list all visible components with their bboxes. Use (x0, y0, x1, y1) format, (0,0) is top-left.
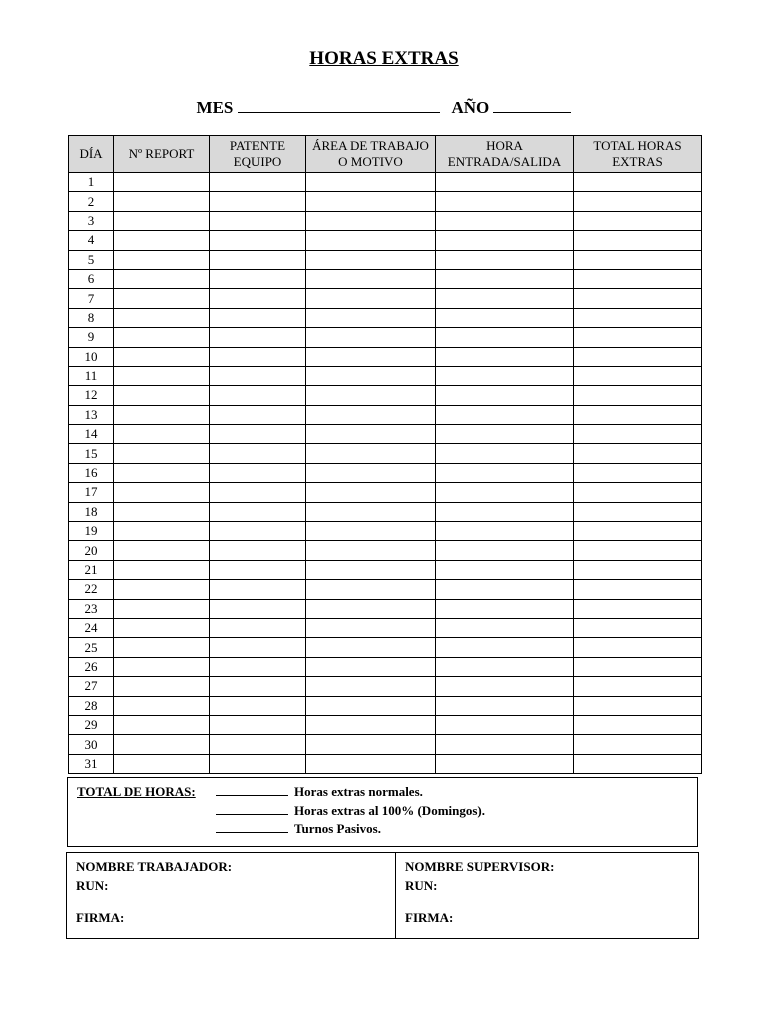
day-cell: 6 (69, 269, 114, 288)
header-total: TOTAL HORAS EXTRAS (574, 136, 702, 173)
table-row (69, 192, 702, 211)
area-cell[interactable] (306, 599, 436, 618)
day-cell: 3 (69, 211, 114, 230)
report-cell[interactable] (114, 657, 210, 676)
hora-cell[interactable] (436, 405, 574, 424)
patente-cell[interactable] (210, 425, 306, 444)
report-cell[interactable] (114, 444, 210, 463)
hora-cell[interactable] (436, 192, 574, 211)
area-cell[interactable] (306, 580, 436, 599)
patente-cell[interactable] (210, 677, 306, 696)
total-cell[interactable] (574, 541, 702, 560)
table-row (69, 696, 702, 715)
totals-line-100 (216, 803, 485, 819)
day-cell: 9 (69, 328, 114, 347)
report-cell[interactable] (114, 328, 210, 347)
day-cell: 8 (69, 308, 114, 327)
total-cell[interactable] (574, 366, 702, 385)
total-cell[interactable] (574, 483, 702, 502)
ano-blank[interactable] (493, 111, 571, 113)
patente-cell[interactable] (210, 289, 306, 308)
hora-cell[interactable] (436, 735, 574, 754)
report-cell[interactable] (114, 231, 210, 250)
area-cell[interactable] (306, 173, 436, 192)
patente-cell[interactable] (210, 192, 306, 211)
totals-line-label: Turnos Pasivos. (294, 821, 381, 836)
table-row (69, 677, 702, 696)
patente-cell[interactable] (210, 735, 306, 754)
report-cell[interactable] (114, 289, 210, 308)
table-row (69, 211, 702, 230)
total-cell[interactable] (574, 735, 702, 754)
patente-cell[interactable] (210, 754, 306, 773)
area-cell[interactable] (306, 463, 436, 482)
table-row (69, 231, 702, 250)
day-cell: 12 (69, 386, 114, 405)
day-cell: 25 (69, 638, 114, 657)
table-header-row (69, 136, 702, 173)
day-cell: 27 (69, 677, 114, 696)
report-cell[interactable] (114, 386, 210, 405)
report-cell[interactable] (114, 502, 210, 521)
table-row (69, 250, 702, 269)
report-cell[interactable] (114, 250, 210, 269)
hora-cell[interactable] (436, 715, 574, 734)
worker-run-label: RUN: (76, 878, 109, 893)
area-cell[interactable] (306, 425, 436, 444)
report-cell[interactable] (114, 715, 210, 734)
patente-cell[interactable] (210, 328, 306, 347)
table-row (69, 173, 702, 192)
hora-cell[interactable] (436, 599, 574, 618)
day-cell: 28 (69, 696, 114, 715)
day-cell: 19 (69, 522, 114, 541)
supervisor-run-label: RUN: (405, 878, 438, 893)
total-cell[interactable] (574, 289, 702, 308)
patente-cell[interactable] (210, 269, 306, 288)
area-cell[interactable] (306, 522, 436, 541)
header-report: Nº REPORT (114, 136, 210, 173)
header-patente: PATENTE EQUIPO (210, 136, 306, 173)
area-cell[interactable] (306, 677, 436, 696)
day-cell: 31 (69, 754, 114, 773)
report-cell[interactable] (114, 677, 210, 696)
patente-cell[interactable] (210, 522, 306, 541)
table-row (69, 502, 702, 521)
patente-cell[interactable] (210, 483, 306, 502)
hora-cell[interactable] (436, 386, 574, 405)
day-cell: 7 (69, 289, 114, 308)
day-cell: 18 (69, 502, 114, 521)
area-cell[interactable] (306, 405, 436, 424)
patente-cell[interactable] (210, 560, 306, 579)
patente-cell[interactable] (210, 211, 306, 230)
report-cell[interactable] (114, 405, 210, 424)
signature-divider (395, 853, 396, 938)
table-row (69, 560, 702, 579)
area-cell[interactable] (306, 618, 436, 637)
totals-line-normal (216, 784, 423, 800)
total-cell[interactable] (574, 657, 702, 676)
patente-cell[interactable] (210, 715, 306, 734)
mes-ano-line (0, 98, 768, 118)
hora-cell[interactable] (436, 463, 574, 482)
total-cell[interactable] (574, 444, 702, 463)
table-row (69, 580, 702, 599)
hora-cell[interactable] (436, 696, 574, 715)
worker-name-label: NOMBRE TRABAJADOR: (76, 859, 233, 874)
patente-cell[interactable] (210, 366, 306, 385)
patente-cell[interactable] (210, 696, 306, 715)
patente-cell[interactable] (210, 638, 306, 657)
totals-label: TOTAL DE HORAS: (77, 784, 196, 799)
area-cell[interactable] (306, 211, 436, 230)
area-cell[interactable] (306, 308, 436, 327)
report-cell[interactable] (114, 580, 210, 599)
day-cell: 11 (69, 366, 114, 385)
day-cell: 23 (69, 599, 114, 618)
total-cell[interactable] (574, 580, 702, 599)
table-row (69, 754, 702, 773)
table-row (69, 522, 702, 541)
report-cell[interactable] (114, 425, 210, 444)
hora-cell[interactable] (436, 541, 574, 560)
hora-cell[interactable] (436, 347, 574, 366)
table-row (69, 735, 702, 754)
patente-cell[interactable] (210, 502, 306, 521)
area-cell[interactable] (306, 366, 436, 385)
report-cell[interactable] (114, 192, 210, 211)
patente-cell[interactable] (210, 173, 306, 192)
total-cell[interactable] (574, 715, 702, 734)
hora-cell[interactable] (436, 560, 574, 579)
hora-cell[interactable] (436, 502, 574, 521)
total-cell[interactable] (574, 463, 702, 482)
hora-cell[interactable] (436, 618, 574, 637)
total-cell[interactable] (574, 638, 702, 657)
day-cell: 30 (69, 735, 114, 754)
blank-field[interactable] (216, 785, 288, 796)
day-cell: 24 (69, 618, 114, 637)
header-area: ÁREA DE TRABAJO O MOTIVO (306, 136, 436, 173)
report-cell[interactable] (114, 754, 210, 773)
patente-cell[interactable] (210, 541, 306, 560)
hora-cell[interactable] (436, 269, 574, 288)
hora-cell[interactable] (436, 657, 574, 676)
patente-cell[interactable] (210, 580, 306, 599)
table-row (69, 657, 702, 676)
day-cell: 14 (69, 425, 114, 444)
hora-cell[interactable] (436, 444, 574, 463)
hora-cell[interactable] (436, 308, 574, 327)
day-cell: 16 (69, 463, 114, 482)
day-cell: 2 (69, 192, 114, 211)
total-cell[interactable] (574, 250, 702, 269)
table-row (69, 463, 702, 482)
total-cell[interactable] (574, 522, 702, 541)
patente-cell[interactable] (210, 308, 306, 327)
area-cell[interactable] (306, 347, 436, 366)
day-cell: 15 (69, 444, 114, 463)
total-cell[interactable] (574, 502, 702, 521)
hora-cell[interactable] (436, 211, 574, 230)
table-row (69, 715, 702, 734)
hora-cell[interactable] (436, 483, 574, 502)
overtime-table (68, 135, 702, 774)
report-cell[interactable] (114, 269, 210, 288)
day-cell: 17 (69, 483, 114, 502)
patente-cell[interactable] (210, 657, 306, 676)
supervisor-name-label: NOMBRE SUPERVISOR: (405, 859, 555, 874)
totals-line-label: Horas extras al 100% (Domingos). (294, 803, 486, 818)
area-cell[interactable] (306, 754, 436, 773)
hora-cell[interactable] (436, 328, 574, 347)
table-row (69, 541, 702, 560)
table-row (69, 405, 702, 424)
patente-cell[interactable] (210, 250, 306, 269)
total-cell[interactable] (574, 173, 702, 192)
table-row (69, 444, 702, 463)
report-cell[interactable] (114, 463, 210, 482)
hora-cell[interactable] (436, 425, 574, 444)
total-cell[interactable] (574, 754, 702, 773)
day-cell: 13 (69, 405, 114, 424)
report-cell[interactable] (114, 560, 210, 579)
patente-cell[interactable] (210, 347, 306, 366)
total-cell[interactable] (574, 231, 702, 250)
area-cell[interactable] (306, 638, 436, 657)
patente-cell[interactable] (210, 618, 306, 637)
area-cell[interactable] (306, 444, 436, 463)
area-cell[interactable] (306, 657, 436, 676)
total-cell[interactable] (574, 677, 702, 696)
hora-cell[interactable] (436, 366, 574, 385)
hora-cell[interactable] (436, 173, 574, 192)
hora-cell[interactable] (436, 580, 574, 599)
total-cell[interactable] (574, 696, 702, 715)
patente-cell[interactable] (210, 599, 306, 618)
table-row (69, 328, 702, 347)
day-cell: 21 (69, 560, 114, 579)
total-cell[interactable] (574, 560, 702, 579)
day-cell: 22 (69, 580, 114, 599)
patente-cell[interactable] (210, 386, 306, 405)
day-cell: 29 (69, 715, 114, 734)
total-cell[interactable] (574, 347, 702, 366)
ano-label: AÑO (451, 98, 490, 117)
patente-cell[interactable] (210, 444, 306, 463)
area-cell[interactable] (306, 231, 436, 250)
day-cell: 20 (69, 541, 114, 560)
patente-cell[interactable] (210, 231, 306, 250)
table-row (69, 308, 702, 327)
total-cell[interactable] (574, 211, 702, 230)
area-cell[interactable] (306, 696, 436, 715)
table-row (69, 386, 702, 405)
area-cell[interactable] (306, 328, 436, 347)
area-cell[interactable] (306, 250, 436, 269)
report-cell[interactable] (114, 696, 210, 715)
area-cell[interactable] (306, 735, 436, 754)
hora-cell[interactable] (436, 231, 574, 250)
table-row (69, 483, 702, 502)
area-cell[interactable] (306, 386, 436, 405)
report-cell[interactable] (114, 347, 210, 366)
total-cell[interactable] (574, 386, 702, 405)
table-row (69, 638, 702, 657)
area-cell[interactable] (306, 560, 436, 579)
hora-cell[interactable] (436, 289, 574, 308)
signature-box (66, 852, 699, 939)
table-row (69, 366, 702, 385)
total-cell[interactable] (574, 599, 702, 618)
report-cell[interactable] (114, 308, 210, 327)
blank-field[interactable] (216, 804, 288, 815)
report-cell[interactable] (114, 599, 210, 618)
area-cell[interactable] (306, 715, 436, 734)
hora-cell[interactable] (436, 677, 574, 696)
header-hora: HORA ENTRADA/SALIDA (436, 136, 574, 173)
table-body (69, 173, 702, 774)
hora-cell[interactable] (436, 754, 574, 773)
page-title: HORAS EXTRAS (309, 48, 459, 69)
report-cell[interactable] (114, 173, 210, 192)
day-cell: 1 (69, 173, 114, 192)
area-cell[interactable] (306, 269, 436, 288)
report-cell[interactable] (114, 638, 210, 657)
table-row (69, 618, 702, 637)
patente-cell[interactable] (210, 405, 306, 424)
totals-line-label: Horas extras normales. (294, 784, 423, 799)
blank-field[interactable] (216, 822, 288, 833)
totals-box (67, 777, 698, 847)
area-cell[interactable] (306, 192, 436, 211)
report-cell[interactable] (114, 366, 210, 385)
report-cell[interactable] (114, 211, 210, 230)
total-cell[interactable] (574, 405, 702, 424)
total-cell[interactable] (574, 328, 702, 347)
mes-blank[interactable] (238, 111, 440, 113)
table-row (69, 269, 702, 288)
day-cell: 5 (69, 250, 114, 269)
area-cell[interactable] (306, 541, 436, 560)
area-cell[interactable] (306, 502, 436, 521)
area-cell[interactable] (306, 289, 436, 308)
area-cell[interactable] (306, 483, 436, 502)
total-cell[interactable] (574, 269, 702, 288)
day-cell: 4 (69, 231, 114, 250)
hora-cell[interactable] (436, 638, 574, 657)
day-cell: 26 (69, 657, 114, 676)
table-row (69, 347, 702, 366)
report-cell[interactable] (114, 483, 210, 502)
report-cell[interactable] (114, 618, 210, 637)
total-cell[interactable] (574, 192, 702, 211)
patente-cell[interactable] (210, 463, 306, 482)
mes-label: MES (196, 98, 234, 117)
total-cell[interactable] (574, 618, 702, 637)
table-row (69, 599, 702, 618)
table-row (69, 425, 702, 444)
report-cell[interactable] (114, 522, 210, 541)
table-row (69, 289, 702, 308)
header-dia: DÍA (69, 136, 114, 173)
totals-line-pasivos (216, 821, 381, 837)
hora-cell[interactable] (436, 522, 574, 541)
total-cell[interactable] (574, 308, 702, 327)
hora-cell[interactable] (436, 250, 574, 269)
report-cell[interactable] (114, 541, 210, 560)
supervisor-firma-label: FIRMA: (405, 910, 454, 925)
total-cell[interactable] (574, 425, 702, 444)
day-cell: 10 (69, 347, 114, 366)
worker-firma-label: FIRMA: (76, 910, 125, 925)
report-cell[interactable] (114, 735, 210, 754)
